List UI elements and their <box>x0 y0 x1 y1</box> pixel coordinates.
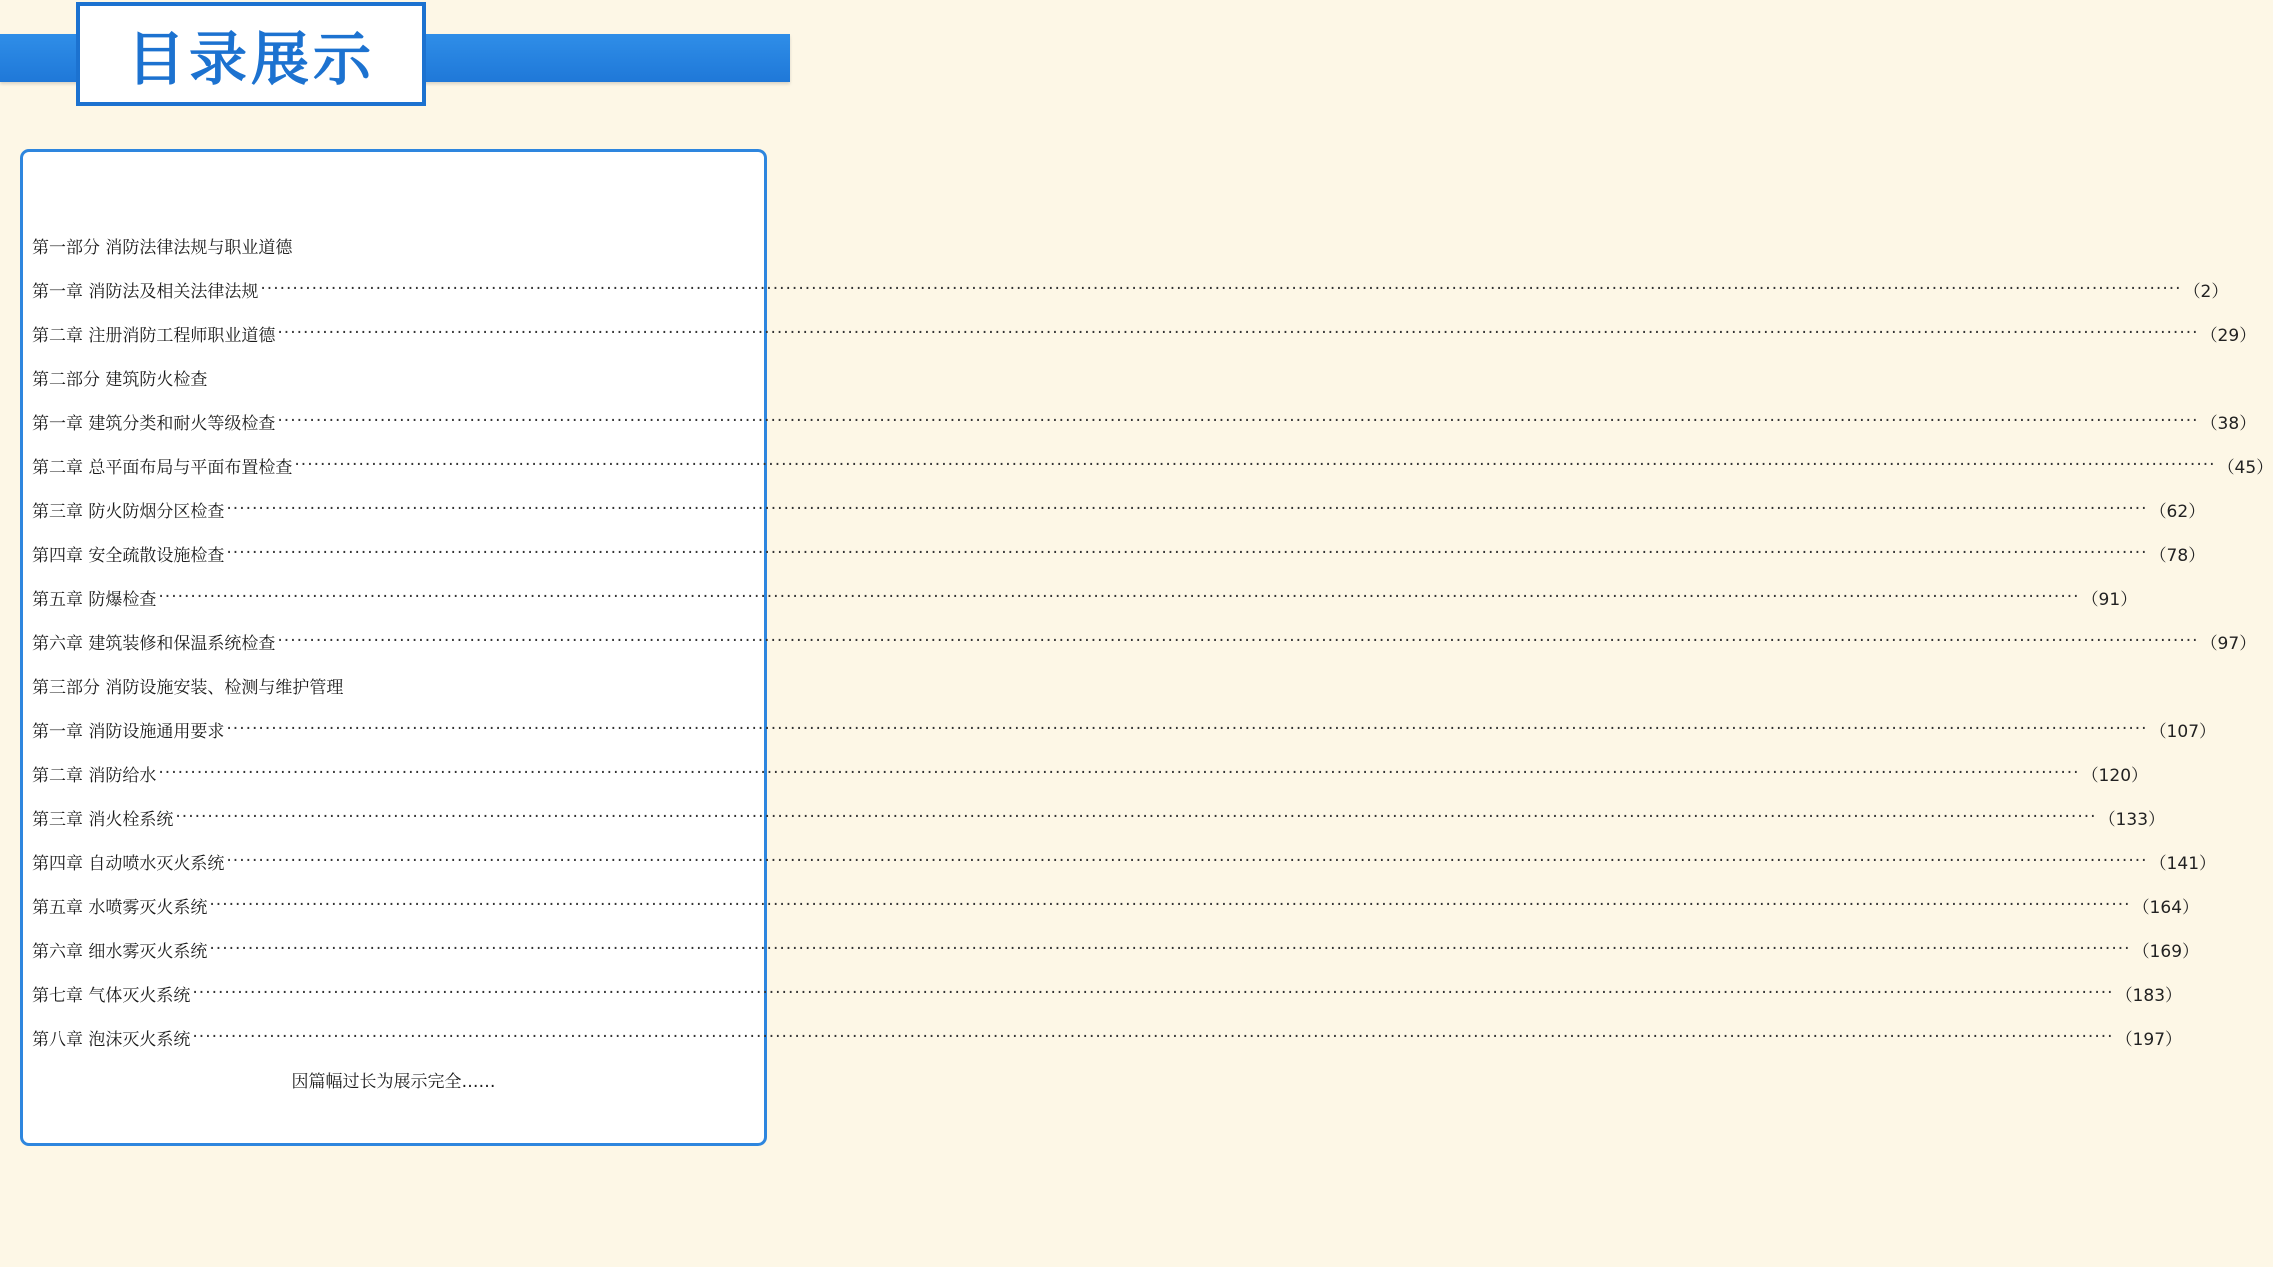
chapter-title: 第五章 水喷雾灭火系统 <box>32 897 208 918</box>
toc-chapter-row <box>32 575 2138 619</box>
chapter-title: 第一章 建筑分类和耐火等级检查 <box>32 413 276 434</box>
dot-leader: ············································································································································································································································································································ <box>226 543 2148 563</box>
toc-chapter-row <box>32 839 2217 883</box>
page-number: （38） <box>2200 413 2257 434</box>
toc-chapter-row <box>32 311 2257 355</box>
toc-part-heading <box>32 355 764 399</box>
page-number: （91） <box>2081 589 2138 610</box>
page-number: （107） <box>2149 721 2217 742</box>
page-number: （78） <box>2149 545 2206 566</box>
chapter-title: 第八章 泡沫灭火系统 <box>32 1029 191 1050</box>
chapter-title: 第二章 注册消防工程师职业道德 <box>32 325 276 346</box>
footer-note: 因篇幅过长为展示完全…… <box>291 1072 496 1092</box>
page-title: 目录展示 <box>126 25 375 93</box>
chapter-title: 第四章 自动喷水灭火系统 <box>32 853 225 874</box>
toc-chapter-row <box>32 531 2206 575</box>
dot-leader: ············································································································································································································································································································ <box>158 587 2080 607</box>
toc-chapter-row <box>32 795 2166 839</box>
dot-leader: ············································································································································································································································································································ <box>277 631 2199 651</box>
toc-list <box>32 223 2273 1059</box>
dot-leader: ············································································································································································································································································································ <box>260 279 2182 299</box>
toc-chapter-row <box>32 443 2273 487</box>
chapter-title: 第四章 安全疏散设施检查 <box>32 545 225 566</box>
dot-leader: ············································································································································································································································································································ <box>175 807 2097 827</box>
dot-leader: ············································································································································································································································································································ <box>294 455 2216 475</box>
page-number: （133） <box>2098 809 2166 830</box>
toc-panel <box>20 149 2273 1146</box>
page-number: （169） <box>2132 941 2200 962</box>
part-title: 第一部分 消防法律法规与职业道德 <box>32 237 293 258</box>
toc-chapter-row <box>32 751 2149 795</box>
chapter-title: 第一章 消防设施通用要求 <box>32 721 225 742</box>
dot-leader: ············································································································································································································································································································ <box>226 851 2148 871</box>
chapter-title: 第五章 防爆检查 <box>32 589 157 610</box>
page-number: （97） <box>2200 633 2257 654</box>
toc-chapter-row <box>32 267 2229 311</box>
page-number: （141） <box>2149 853 2217 874</box>
toc-chapter-row <box>32 883 2200 927</box>
dot-leader: ············································································································································································································································································································ <box>277 323 2199 343</box>
toc-part-heading <box>32 223 764 267</box>
chapter-title: 第二章 消防给水 <box>32 765 157 786</box>
title-box <box>76 2 426 106</box>
toc-chapter-row <box>32 971 2183 1015</box>
page-number: （62） <box>2149 501 2206 522</box>
chapter-title: 第七章 气体灭火系统 <box>32 985 191 1006</box>
toc-chapter-row <box>32 927 2200 971</box>
chapter-title: 第三章 防火防烟分区检查 <box>32 501 225 522</box>
dot-leader: ············································································································································································································································································································ <box>158 763 2080 783</box>
toc-chapter-row <box>32 399 2257 443</box>
dot-leader: ············································································································································································································································································································ <box>209 895 2131 915</box>
part-title: 第三部分 消防设施安装、检测与维护管理 <box>32 677 344 698</box>
page-number: （120） <box>2081 765 2149 786</box>
dot-leader: ············································································································································································································································································································ <box>192 983 2114 1003</box>
dot-leader: ············································································································································································································································································································ <box>226 499 2148 519</box>
chapter-title: 第二章 总平面布局与平面布置检查 <box>32 457 293 478</box>
page-number: （197） <box>2115 1029 2183 1050</box>
page-number: （2） <box>2183 281 2229 302</box>
page-number: （29） <box>2200 325 2257 346</box>
chapter-title: 第六章 细水雾灭火系统 <box>32 941 208 962</box>
dot-leader: ············································································································································································································································································································ <box>226 719 2148 739</box>
page-number: （183） <box>2115 985 2183 1006</box>
dot-leader: ············································································································································································································································································································ <box>192 1027 2114 1047</box>
page-number: （164） <box>2132 897 2200 918</box>
page-number: （45） <box>2217 457 2273 478</box>
dot-leader: ············································································································································································································································································································ <box>209 939 2131 959</box>
toc-chapter-row <box>32 619 2257 663</box>
toc-part-heading <box>32 663 764 707</box>
chapter-title: 第三章 消火栓系统 <box>32 809 174 830</box>
toc-chapter-row <box>32 1015 2183 1059</box>
toc-chapter-row <box>32 707 2217 751</box>
chapter-title: 第六章 建筑装修和保温系统检查 <box>32 633 276 654</box>
chapter-title: 第一章 消防法及相关法律法规 <box>32 281 259 302</box>
dot-leader: ············································································································································································································································································································ <box>277 411 2199 431</box>
toc-chapter-row <box>32 487 2206 531</box>
part-title: 第二部分 建筑防火检查 <box>32 369 208 390</box>
